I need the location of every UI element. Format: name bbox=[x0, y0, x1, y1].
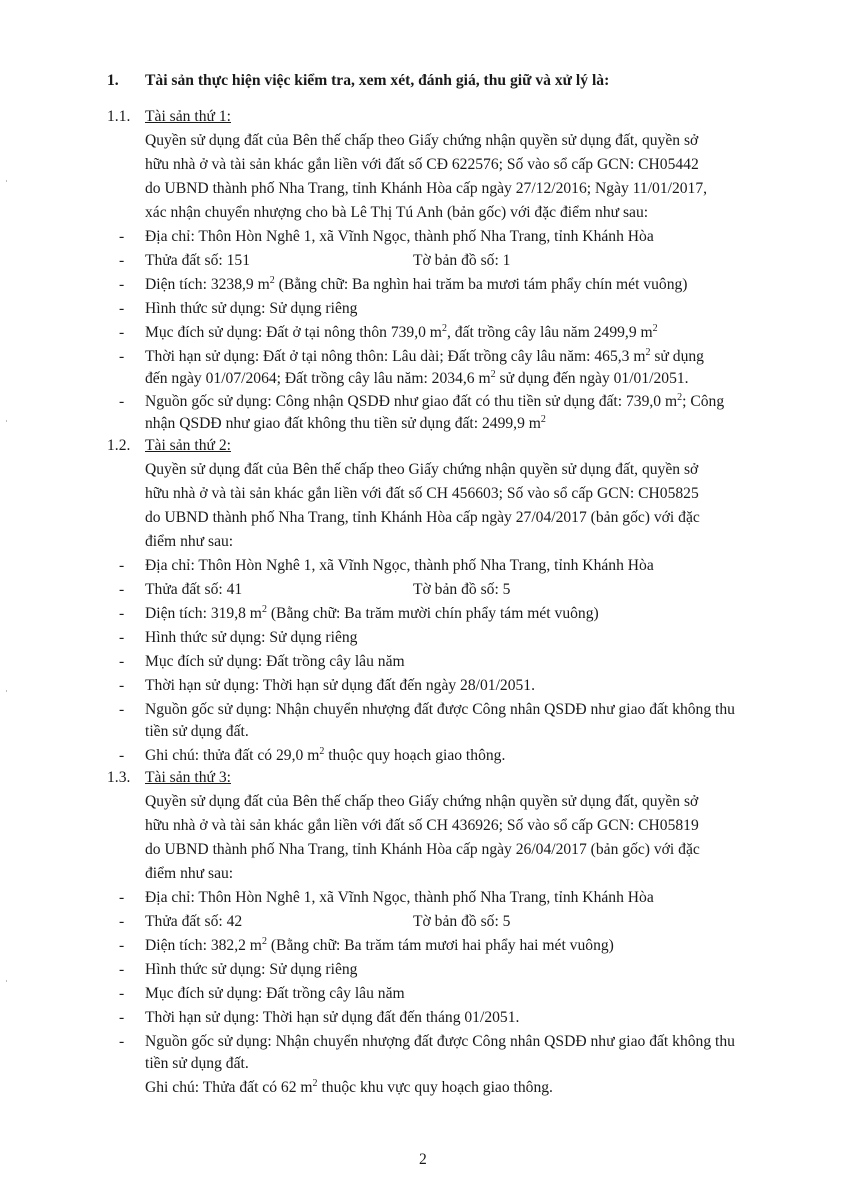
bullet: - bbox=[119, 324, 125, 341]
bullet: - bbox=[119, 393, 125, 410]
bullet: - bbox=[119, 677, 125, 694]
section-title: Tài sản thứ 2: bbox=[145, 437, 231, 454]
intro-line: do UBND thành phố Nha Trang, tỉnh Khánh Hòa cấp ngày 27/12/2016; Ngày 11/01/2017, bbox=[145, 180, 708, 197]
address: Địa chỉ: Thôn Hòn Nghê 1, xã Vĩnh Ngọc, thành phố Nha Trang, tỉnh Khánh Hòa bbox=[145, 228, 654, 245]
usage-term: Thời hạn sử dụng: Đất ở tại nông thôn: Lâu dài; Đất trồng cây lâu năm: 465,3 $m^2$ sử dụng bbox=[145, 347, 704, 365]
intro-line: Quyền sử dụng đất của Bên thế chấp theo Giấy chứng nhận quyền sử dụng đất, quyền sở bbox=[145, 132, 699, 149]
address: Địa chỉ: Thôn Hòn Nghê 1, xã Vĩnh Ngọc, thành phố Nha Trang, tỉnh Khánh Hòa bbox=[145, 889, 654, 906]
scan-mark bbox=[6, 690, 7, 692]
intro-line: Quyền sử dụng đất của Bên thế chấp theo Giấy chứng nhận quyền sử dụng đất, quyền sở bbox=[145, 793, 699, 810]
bullet: - bbox=[119, 276, 125, 293]
bullet: - bbox=[119, 747, 125, 764]
usage-term-cont: đến ngày 01/07/2064; Đất trồng cây lâu năm: 2034,6 $m^2$ sử dụng đến ngày 01/01/2051. bbox=[145, 369, 689, 387]
bullet: - bbox=[119, 252, 125, 269]
usage-form: Hình thức sử dụng: Sử dụng riêng bbox=[145, 300, 358, 317]
intro-line: điểm như sau: bbox=[145, 865, 234, 882]
bullet: - bbox=[119, 937, 125, 954]
usage-purpose: Mục đích sử dụng: Đất ở tại nông thôn 739,0 $m^2$, đất trồng cây lâu năm 2499,9 $m^2$ bbox=[145, 323, 658, 341]
bullet: - bbox=[119, 629, 125, 646]
scan-mark bbox=[6, 180, 7, 182]
bullet: - bbox=[119, 653, 125, 670]
scan-mark bbox=[6, 420, 7, 422]
parcel-number: Thửa đất số: 151 bbox=[145, 252, 251, 269]
page-number: 2 bbox=[419, 1151, 427, 1168]
usage-origin-cont: tiền sử dụng đất. bbox=[145, 1055, 249, 1072]
bullet: - bbox=[119, 913, 125, 930]
map-sheet-number: Tờ bản đồ số: 1 bbox=[413, 252, 511, 269]
section-number: 1.1. bbox=[107, 108, 131, 125]
usage-form: Hình thức sử dụng: Sử dụng riêng bbox=[145, 629, 358, 646]
bullet: - bbox=[119, 581, 125, 598]
bullet: - bbox=[119, 348, 125, 365]
section-number: 1.3. bbox=[107, 769, 131, 786]
intro-line: hữu nhà ở và tài sản khác gắn liền với đất số CH 436926; Số vào sổ cấp GCN: CH05819 bbox=[145, 817, 699, 834]
map-sheet-number: Tờ bản đồ số: 5 bbox=[413, 581, 511, 598]
bullet: - bbox=[119, 701, 125, 718]
intro-line: hữu nhà ở và tài sản khác gắn liền với đất số CH 456603; Số vào sổ cấp GCN: CH05825 bbox=[145, 485, 699, 502]
bullet: - bbox=[119, 1033, 125, 1050]
intro-line: hữu nhà ở và tài sản khác gắn liền với đất số CĐ 622576; Số vào sổ cấp GCN: CH05442 bbox=[145, 156, 699, 173]
heading-number: 1. bbox=[107, 72, 119, 89]
intro-line: điểm như sau: bbox=[145, 533, 234, 550]
area: Diện tích: 319,8 $m^2$ (Bằng chữ: Ba trăm mười chín phẩy tám mét vuông) bbox=[145, 604, 599, 622]
map-sheet-number: Tờ bản đồ số: 5 bbox=[413, 913, 511, 930]
bullet: - bbox=[119, 889, 125, 906]
usage-term: Thời hạn sử dụng: Thời hạn sử dụng đất đến tháng 01/2051. bbox=[145, 1009, 520, 1026]
area: Diện tích: 382,2 $m^2$ (Bằng chữ: Ba trăm tám mươi hai phẩy hai mét vuông) bbox=[145, 936, 614, 954]
intro-line: xác nhận chuyển nhượng cho bà Lê Thị Tú Anh (bản gốc) với đặc điểm như sau: bbox=[145, 204, 649, 221]
usage-origin: Nguồn gốc sử dụng: Nhận chuyển nhượng đất được Công nhân QSDĐ như giao đất không thu bbox=[145, 1033, 735, 1050]
parcel-number: Thửa đất số: 41 bbox=[145, 581, 243, 598]
usage-purpose: Mục đích sử dụng: Đất trồng cây lâu năm bbox=[145, 985, 405, 1002]
section-title: Tài sản thứ 3: bbox=[145, 769, 231, 786]
parcel-number: Thửa đất số: 42 bbox=[145, 913, 243, 930]
bullet: - bbox=[119, 557, 125, 574]
usage-origin-cont: tiền sử dụng đất. bbox=[145, 723, 249, 740]
note: Ghi chú: thửa đất có 29,0 $m^2$ thuộc quy hoạch giao thông. bbox=[145, 746, 506, 764]
address: Địa chỉ: Thôn Hòn Nghê 1, xã Vĩnh Ngọc, thành phố Nha Trang, tỉnh Khánh Hòa bbox=[145, 557, 654, 574]
usage-origin: Nguồn gốc sử dụng: Nhận chuyển nhượng đất được Công nhân QSDĐ như giao đất không thu bbox=[145, 701, 735, 718]
bullet: - bbox=[119, 228, 125, 245]
usage-form: Hình thức sử dụng: Sử dụng riêng bbox=[145, 961, 358, 978]
bullet: - bbox=[119, 1009, 125, 1026]
usage-origin-cont: nhận QSDĐ như giao đất không thu tiền sử dụng đất: 2499,9 $m^2$ bbox=[145, 414, 546, 432]
usage-purpose: Mục đích sử dụng: Đất trồng cây lâu năm bbox=[145, 653, 405, 670]
usage-origin: Nguồn gốc sử dụng: Công nhận QSDĐ như giao đất có thu tiền sử dụng đất: 739,0 $m^2$; Công bbox=[145, 392, 725, 410]
intro-line: Quyền sử dụng đất của Bên thế chấp theo Giấy chứng nhận quyền sử dụng đất, quyền sở bbox=[145, 461, 699, 478]
bullet: - bbox=[119, 985, 125, 1002]
bullet: - bbox=[119, 961, 125, 978]
note: Ghi chú: Thửa đất có 62 $m^2$ thuộc khu vực quy hoạch giao thông. bbox=[145, 1078, 553, 1096]
heading-text: Tài sản thực hiện việc kiểm tra, xem xét, đánh giá, thu giữ và xử lý là: bbox=[145, 72, 610, 89]
scan-mark bbox=[6, 980, 7, 982]
section-title: Tài sản thứ 1: bbox=[145, 108, 231, 125]
area: Diện tích: 3238,9 $m^2$ (Bằng chữ: Ba nghìn hai trăm ba mươi tám phẩy chín mét vuông) bbox=[145, 275, 688, 293]
bullet: - bbox=[119, 605, 125, 622]
usage-term: Thời hạn sử dụng: Thời hạn sử dụng đất đến ngày 28/01/2051. bbox=[145, 677, 535, 694]
intro-line: do UBND thành phố Nha Trang, tỉnh Khánh Hòa cấp ngày 27/04/2017 (bản gốc) với đặc bbox=[145, 509, 700, 526]
section-number: 1.2. bbox=[107, 437, 131, 454]
bullet: - bbox=[119, 300, 125, 317]
intro-line: do UBND thành phố Nha Trang, tỉnh Khánh Hòa cấp ngày 26/04/2017 (bản gốc) với đặc bbox=[145, 841, 700, 858]
